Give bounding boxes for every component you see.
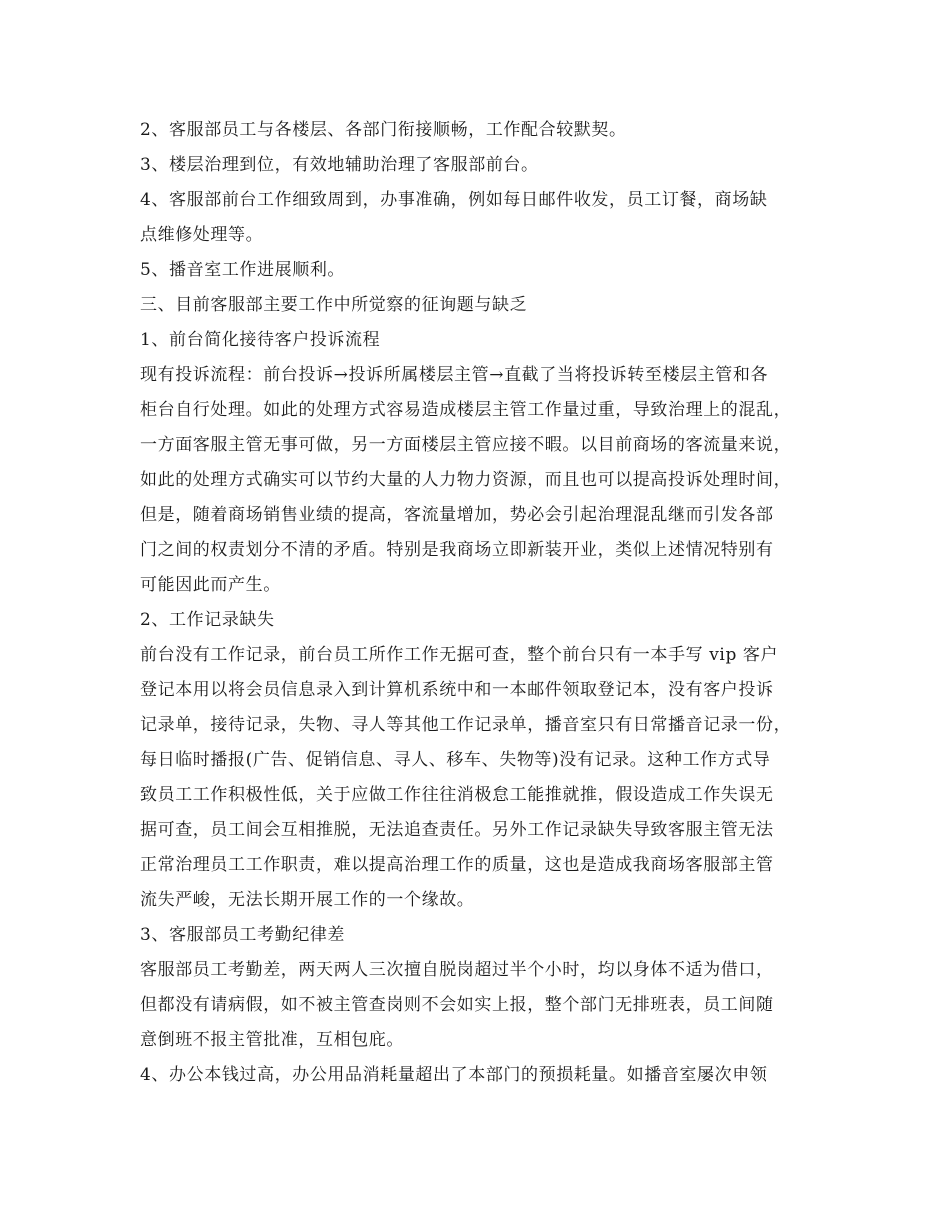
text-line: 柜台自行处理。如此的处理方式容易造成楼层主管工作量过重，导致治理上的混乱， bbox=[140, 400, 792, 420]
text-line: 但是，随着商场销售业绩的提高，客流量增加，势必会引起治理混乱继而引发各部 bbox=[140, 505, 774, 525]
text-line: 前台没有工作记录，前台员工所作工作无据可查，整个前台只有一本手写 vip 客户 bbox=[140, 645, 779, 665]
text-line: 一方面客服主管无事可做，另一方面楼层主管应接不暇。以目前商场的客流量来说， bbox=[140, 435, 792, 455]
text-line: 意倒班不报主管批准，互相包庇。 bbox=[140, 1030, 404, 1050]
text-line: 点维修处理等。 bbox=[140, 225, 264, 245]
text-line: 3、楼层治理到位，有效地辅助治理了客服部前台。 bbox=[140, 155, 539, 175]
subsection-heading: 2、工作记录缺失 bbox=[140, 610, 275, 630]
subsection-heading: 1、前台简化接待客户投诉流程 bbox=[140, 330, 381, 350]
text-line: 登记本用以将会员信息录入到计算机系统中和一本邮件领取登记本，没有客户投诉 bbox=[140, 680, 774, 700]
subsection-heading: 3、客服部员工考勤纪律差 bbox=[140, 925, 346, 945]
text-line: 客服部员工考勤差，两天两人三次擅自脱岗超过半个小时，均以身体不适为借口， bbox=[140, 960, 774, 980]
text-line: 门之间的权责划分不清的矛盾。特别是我商场立即新装开业，类似上述情况特别有 bbox=[140, 540, 774, 560]
text-line: 如此的处理方式确实可以节约大量的人力物力资源，而且也可以提高投诉处理时间， bbox=[140, 470, 792, 490]
text-line: 现有投诉流程：前台投诉→投诉所属楼层主管→直截了当将投诉转至楼层主管和各 bbox=[140, 365, 769, 385]
text-line: 致员工工作积极性低，关于应做工作往往消极怠工能推就推，假设造成工作失误无 bbox=[140, 785, 774, 805]
text-line: 5、播音室工作进展顺利。 bbox=[140, 260, 346, 280]
text-line: 4、客服部前台工作细致周到，办事准确，例如每日邮件收发，员工订餐，商场缺 bbox=[140, 190, 768, 210]
text-line: 流失严峻，无法长期开展工作的一个缘故。 bbox=[140, 890, 475, 910]
text-line: 每日临时播报(广告、促销信息、寻人、移车、失物等)没有记录。这种工作方式导 bbox=[140, 750, 771, 770]
text-line: 记录单，接待记录，失物、寻人等其他工作记录单，播音室只有日常播音记录一份， bbox=[140, 715, 792, 735]
document-body bbox=[140, 113, 840, 1093]
text-line: 正常治理员工工作职责，难以提高治理工作的质量，这也是造成我商场客服部主管 bbox=[140, 855, 774, 875]
section-heading: 三、目前客服部主要工作中所觉察的征询题与缺乏 bbox=[140, 295, 528, 315]
text-line: 但都没有请病假，如不被主管查岗则不会如实上报，整个部门无排班表，员工间随 bbox=[140, 995, 774, 1015]
text-line: 可能因此而产生。 bbox=[140, 575, 281, 595]
text-line: 据可查，员工间会互相推脱，无法追查责任。另外工作记录缺失导致客服主管无法 bbox=[140, 820, 774, 840]
text-line: 2、客服部员工与各楼层、各部门衔接顺畅，工作配合较默契。 bbox=[140, 120, 627, 140]
text-line: 4、办公本钱过高，办公用品消耗量超出了本部门的预损耗量。如播音室屡次申领 bbox=[140, 1065, 768, 1085]
